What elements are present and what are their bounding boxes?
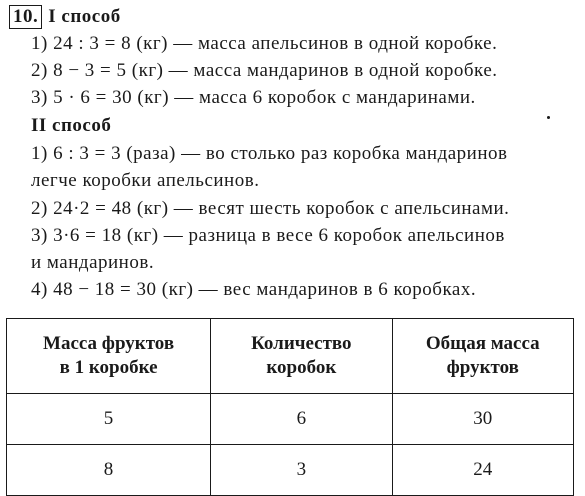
method2-title: II способ — [31, 115, 112, 136]
header-line: в 1 коробке — [59, 357, 158, 378]
method1-title: I способ — [48, 6, 121, 27]
table-cell: 8 — [7, 445, 211, 496]
header-line: Количество — [251, 333, 352, 354]
method2-line-1: 1) 6 : 3 = 3 (раза) — во столько раз коробка мандаринов — [31, 143, 508, 164]
header-mass-per-box — [7, 319, 211, 394]
method1-step-2: 2) 8 − 3 = 5 (кг) — масса мандаринов в одной коробке. — [31, 60, 498, 81]
table-header-row — [7, 319, 574, 394]
method1-step-1: 1) 24 : 3 = 8 (кг) — масса апельсинов в одной коробке. — [31, 33, 498, 54]
table-cell: 24 — [392, 445, 573, 496]
table-cell: 5 — [7, 394, 211, 445]
method1-step-3: 3) 5 · 6 = 30 (кг) — масса 6 коробок с мандаринами. — [31, 87, 476, 108]
header-line: Масса фруктов — [43, 333, 175, 354]
method2-line-3: 2) 24·2 = 48 (кг) — весят шесть коробок с апельсинами. — [31, 198, 510, 219]
method2-line-5: и мандаринов. — [31, 252, 155, 273]
task-number: 10. — [9, 5, 42, 29]
method2-line-2: легче коробки апельсинов. — [31, 170, 260, 191]
header-box-count — [211, 319, 392, 394]
method2-line-4: 3) 3·6 = 18 (кг) — разница в весе 6 коробок апельсинов — [31, 225, 505, 246]
method2-line-6: 4) 48 − 18 = 30 (кг) — вес мандаринов в 6 коробках. — [31, 279, 477, 300]
table-cell: 6 — [211, 394, 392, 445]
table-cell: 3 — [211, 445, 392, 496]
header-line: Общая масса — [425, 333, 540, 354]
header-line: коробок — [266, 357, 337, 378]
fruit-table — [6, 318, 574, 496]
task-heading — [9, 4, 121, 30]
header-total-mass — [392, 319, 573, 394]
table-row — [7, 394, 574, 445]
stray-dot — [547, 116, 550, 119]
table-cell: 30 — [392, 394, 573, 445]
table-row — [7, 445, 574, 496]
header-line: фруктов — [446, 357, 519, 378]
